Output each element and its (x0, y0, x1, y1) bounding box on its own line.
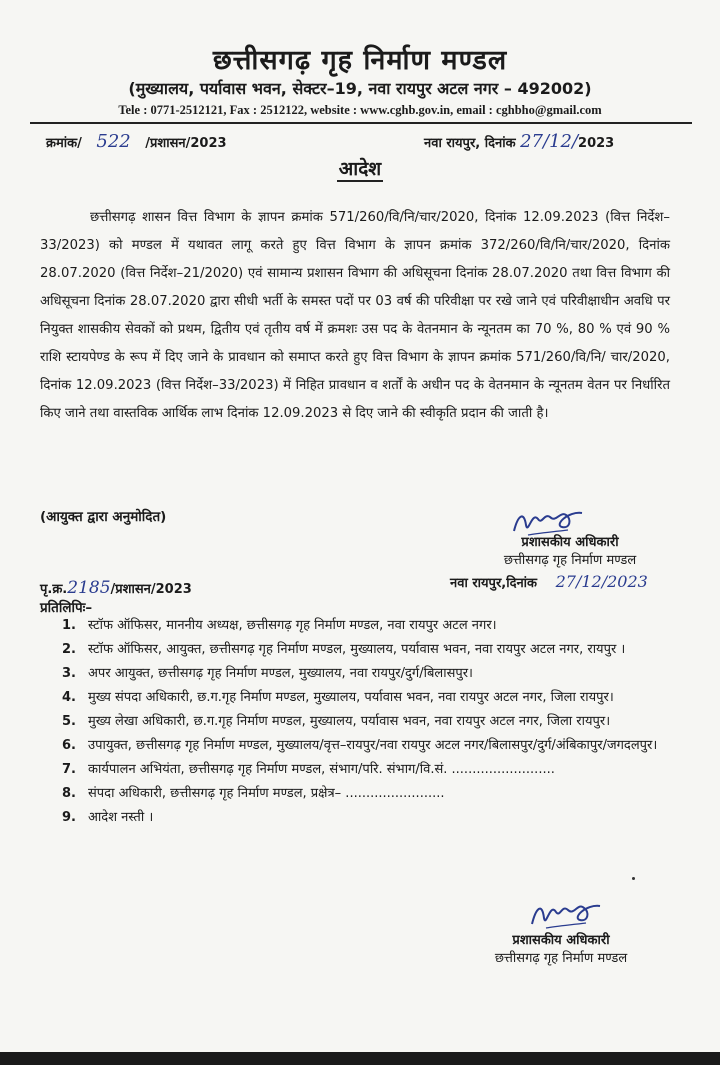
copy-to-label: प्रतिलिपिः– (40, 600, 93, 616)
copy-to-list (62, 616, 662, 832)
signatory-1-org: छत्तीसगढ़ गृह निर्माण मण्डल (503, 553, 637, 568)
signatory-1-designation: प्रशासकीय अधिकारी (521, 535, 619, 550)
signatory-2-designation: प्रशासकीय अधिकारी (512, 933, 610, 948)
header-divider (30, 122, 692, 124)
organization-title: छत्तीसगढ़ गृह निर्माण मण्डल (212, 45, 508, 76)
list-item: 2. स्टॉफ ऑफिसर, आयुक्त, छत्तीसगढ़ गृह निर्माण मण्डल, मुख्यालय, पर्यावास भवन, नवा रायपुर अटल नगर, रायपुर । (62, 642, 626, 657)
signatory-1 (470, 532, 670, 568)
signatory-2 (456, 930, 666, 966)
list-item: 9. आदेश नस्ती । (62, 810, 154, 825)
list-item: 7. कार्यपालन अभियंता, छत्तीसगढ़ गृह निर्माण मण्डल, संभाग/परि. संभाग/वि.सं. ......................... (62, 762, 555, 777)
order-date: नवा रायपुर, दिनांक 27/12/2023 (424, 131, 615, 152)
organization-address: (मुख्यालय, पर्यावास भवन, सेक्टर–19, नवा रायपुर अटल नगर – 492002) (128, 79, 592, 98)
list-item: 5. मुख्य लेखा अधिकारी, छ.ग.गृह निर्माण मण्डल, मुख्यालय, पर्यावास भवन, नवा रायपुर अटल नगर, जिला रायपुर। (62, 714, 611, 729)
list-item: 6. उपायुक्त, छत्तीसगढ़ गृह निर्माण मण्डल, मुख्यालय/वृत्त–रायपुर/नवा रायपुर अटल नगर/बिलासपुर/दुर्ग/अंबिकापुर/जगदलपुर। (62, 738, 658, 753)
list-item: 4. मुख्य संपदा अधिकारी, छ.ग.गृह निर्माण मण्डल, मुख्यालय, पर्यावास भवन, नवा रायपुर अटल नगर, जिला रायपुर। (62, 690, 614, 705)
endorsement-number: पृ.क्र.2185/प्रशासन/2023 (40, 578, 192, 598)
handwritten-order-date: 27/12/ (520, 131, 579, 152)
handwritten-order-number: 522 (96, 131, 131, 152)
signatory-1-date: नवा रायपुर,दिनांक 27/12/2023 (450, 572, 648, 591)
signature-2-icon (526, 896, 606, 932)
list-item: 8. संपदा अधिकारी, छत्तीसगढ़ गृह निर्माण मण्डल, प्रक्षेत्र– ........................ (62, 786, 445, 801)
handwritten-date-1: 27/12/2023 (555, 572, 648, 591)
list-item: 3. अपर आयुक्त, छत्तीसगढ़ गृह निर्माण मण्डल, मुख्यालय, नवा रायपुर/दुर्ग/बिलासपुर। (62, 666, 473, 681)
ink-mark (632, 877, 635, 880)
approval-note: (आयुक्त द्वारा अनुमोदित) (40, 509, 167, 525)
handwritten-endorsement-number: 2185 (67, 578, 111, 598)
organization-contact: Tele : 0771-2512121, Fax : 2512122, website : www.cghb.gov.in, email : cghbho@gmail.com (118, 103, 602, 117)
list-item: 1. स्टॉफ ऑफिसर, माननीय अध्यक्ष, छत्तीसगढ़ गृह निर्माण मण्डल, नवा रायपुर अटल नगर। (62, 618, 497, 633)
order-body: छत्तीसगढ़ शासन वित्त विभाग के ज्ञापन क्रमांक 571/260/वि/नि/चार/2020, दिनांक 12.09.2023 (वित्त निर्देश–33/2023) को मण्डल में यथावत लागू करते हुए वित्त विभाग के ज्ञापन क्रमांक 372/260/वि/नि/चार/2020, दिनांक 28.07.2020 (वित्त निर्देश–21/2020) एवं सामान्य प्रशासन विभाग की अधिसूचना दिनांक 28.07.2020 तथा वित्त विभाग की अधिसूचना दिनांक 28.07.2020 द्वारा सीधी भर्ती के समस्त पदों पर 03 वर्ष की परिवीक्षा पर रखे जाने एवं परिवीक्षाधीन अवधि पर नियुक्त शासकीय सेवकों को प्रथम, द्वितीय एवं तृतीय वर्ष में क्रमशः उस पद के वेतनमान के न्यूनतम का 70 %, 80 % एवं 90 % राशि स्टायपेण्ड के रूप में दिए जाने के प्रावधान को समाप्त करते हुए वित्त विभाग के ज्ञापन क्रमांक 571/260/वि/नि/ चार/2020, दिनांक 12.09.2023 (वित्त निर्देश–33/2023) में निहित प्रावधान व शर्तों के अधीन पद के वेतनमान के न्यूनतम वेतन पर निर्धारित किए जाने तथा वास्तविक आर्थिक लाभ दिनांक 12.09.2023 से दिए जाने की स्वीकृति प्रदान की जाती है। (40, 210, 670, 421)
signatory-2-org: छत्तीसगढ़ गृह निर्माण मण्डल (494, 951, 628, 966)
order-number: क्रमांक/ 522 /प्रशासन/2023 (46, 131, 227, 152)
order-heading: आदेश (338, 158, 382, 180)
